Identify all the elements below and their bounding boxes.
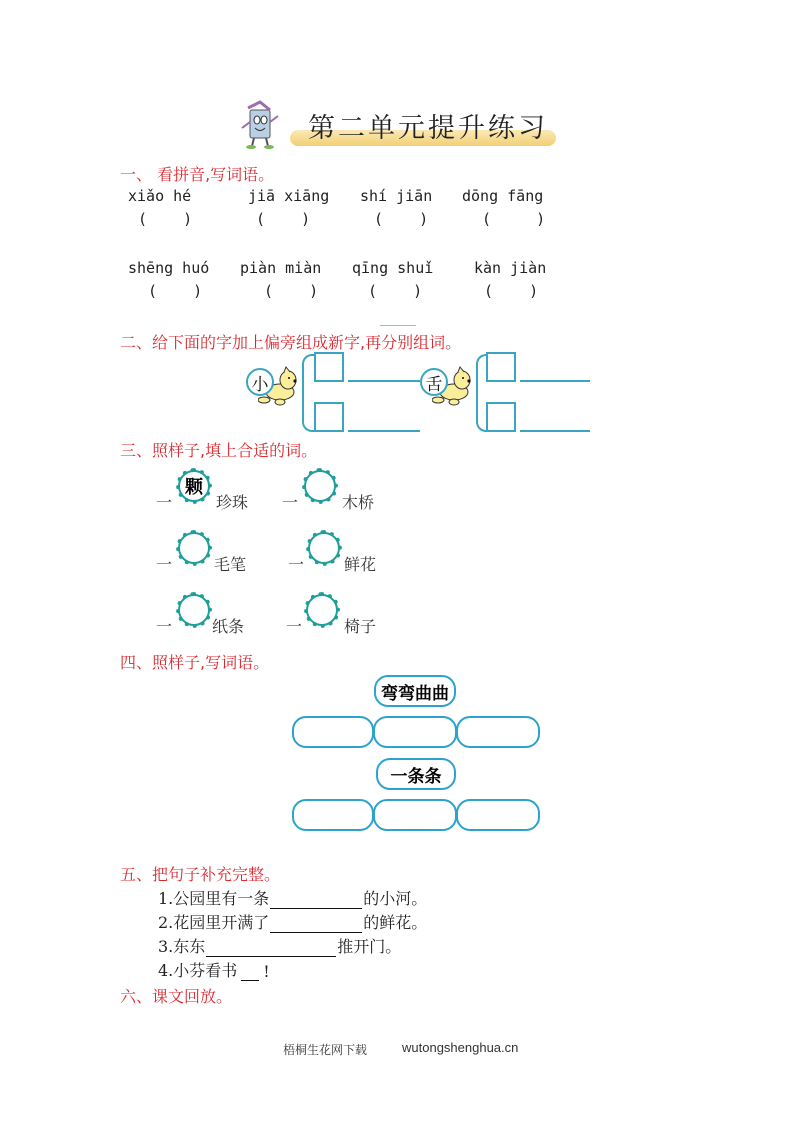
- pinyin-item: kàn jiàn: [474, 259, 547, 277]
- sentence-item: [158, 934, 401, 957]
- word-answer-line[interactable]: [348, 380, 420, 382]
- example-word-pill: 弯弯曲曲: [374, 675, 456, 707]
- answer-paren[interactable]: ( ): [374, 210, 429, 228]
- answer-pill[interactable]: [456, 799, 540, 831]
- page-title: 第二单元提升练习: [308, 113, 548, 144]
- measure-word-item: [286, 592, 406, 636]
- section-3-heading: 三、照样子,填上合适的词。: [120, 441, 318, 460]
- number-one: 一: [286, 617, 303, 636]
- sentence-blank[interactable]: [270, 915, 362, 933]
- measure-word-circle[interactable]: [302, 468, 338, 504]
- sentence-item: [158, 910, 427, 933]
- word-answer-line[interactable]: [348, 430, 420, 432]
- sentence-before: 1.公园里有一条: [158, 889, 270, 908]
- new-character-box[interactable]: [314, 352, 344, 382]
- pinyin-item: shēng huó: [128, 259, 210, 277]
- noun-text: 纸条: [212, 617, 245, 636]
- pinyin-item: shí jiān: [360, 187, 433, 205]
- noun-text: 鲜花: [344, 555, 377, 574]
- number-one: 一: [288, 555, 305, 574]
- measure-word-circle[interactable]: [176, 592, 212, 628]
- sentence-before: 4.小芬看书: [158, 961, 238, 980]
- measure-word-circle[interactable]: [306, 530, 342, 566]
- answer-paren[interactable]: ( ): [482, 210, 546, 228]
- sentence-after: 推开门。: [337, 937, 402, 956]
- section-1-heading: 一、 看拼音,写词语。: [120, 165, 275, 184]
- book-mascot-icon: [236, 100, 284, 150]
- sentence-before: 3.东东: [158, 937, 206, 956]
- answer-paren[interactable]: ( ): [138, 210, 193, 228]
- sentence-after: 的小河。: [363, 889, 428, 908]
- sentence-item: [158, 958, 270, 981]
- example-word-pill: 一条条: [376, 758, 456, 790]
- answer-paren[interactable]: ( ): [484, 282, 539, 300]
- pinyin-item: qīng shuǐ: [352, 259, 434, 277]
- page-title-block: [236, 100, 566, 152]
- base-character: 小: [246, 368, 274, 396]
- word-answer-line[interactable]: [520, 380, 590, 382]
- pinyin-item: dōng fāng: [462, 187, 544, 205]
- section-2-heading: 二、给下面的字加上偏旁组成新字,再分别组词。: [120, 333, 462, 352]
- sentence-blank[interactable]: [206, 939, 336, 957]
- measure-word-circle[interactable]: [176, 530, 212, 566]
- word-answer-line[interactable]: [520, 430, 590, 432]
- pinyin-item: piàn miàn: [240, 259, 322, 277]
- section-6-heading: 六、课文回放。: [120, 987, 233, 1006]
- sentence-blank[interactable]: [270, 891, 362, 909]
- answer-paren[interactable]: ( ): [368, 282, 423, 300]
- measure-word-item: [156, 530, 276, 574]
- measure-word-circle: 颗: [176, 468, 212, 504]
- footer-url[interactable]: wutongshenghua.cn: [402, 1040, 519, 1055]
- new-character-box[interactable]: [314, 402, 344, 432]
- number-one: 一: [156, 493, 173, 512]
- measure-word-item: [288, 530, 408, 574]
- number-one: 一: [156, 617, 173, 636]
- radical-exercise-group: [418, 350, 598, 436]
- number-one: 一: [282, 493, 299, 512]
- noun-text: 椅子: [344, 617, 377, 636]
- section-4-heading: 四、照样子,写词语。: [120, 653, 270, 672]
- answer-pill[interactable]: [373, 716, 457, 748]
- answer-paren[interactable]: ( ): [256, 210, 311, 228]
- answer-paren[interactable]: ( ): [148, 282, 203, 300]
- pinyin-item: xiǎo hé: [128, 187, 192, 205]
- sentence-blank[interactable]: [241, 963, 259, 981]
- measure-word-item: [282, 468, 402, 512]
- number-one: 一: [156, 555, 173, 574]
- measure-word-circle[interactable]: [304, 592, 340, 628]
- measure-word-item: [156, 468, 276, 512]
- footer-site-name: 梧桐生花网下载: [283, 1043, 368, 1057]
- answer-pill[interactable]: [456, 716, 540, 748]
- noun-text: 木桥: [342, 493, 375, 512]
- sentence-after: 的鲜花。: [363, 913, 428, 932]
- noun-text: 珍珠: [216, 493, 249, 512]
- base-character: 舌: [420, 368, 448, 396]
- answer-pill[interactable]: [292, 799, 374, 831]
- new-character-box[interactable]: [486, 352, 516, 382]
- new-character-box[interactable]: [486, 402, 516, 432]
- pinyin-item: jiā xiāng: [248, 187, 330, 205]
- answer-pill[interactable]: [292, 716, 374, 748]
- decorative-line: [380, 325, 416, 326]
- section-5-heading: 五、把句子补充完整。: [120, 865, 281, 884]
- sentence-item: [158, 886, 427, 909]
- answer-paren[interactable]: ( ): [264, 282, 319, 300]
- sentence-after: !: [263, 962, 270, 981]
- measure-word-item: [156, 592, 276, 636]
- sentence-before: 2.花园里开满了: [158, 913, 270, 932]
- noun-text: 毛笔: [214, 555, 247, 574]
- answer-pill[interactable]: [373, 799, 457, 831]
